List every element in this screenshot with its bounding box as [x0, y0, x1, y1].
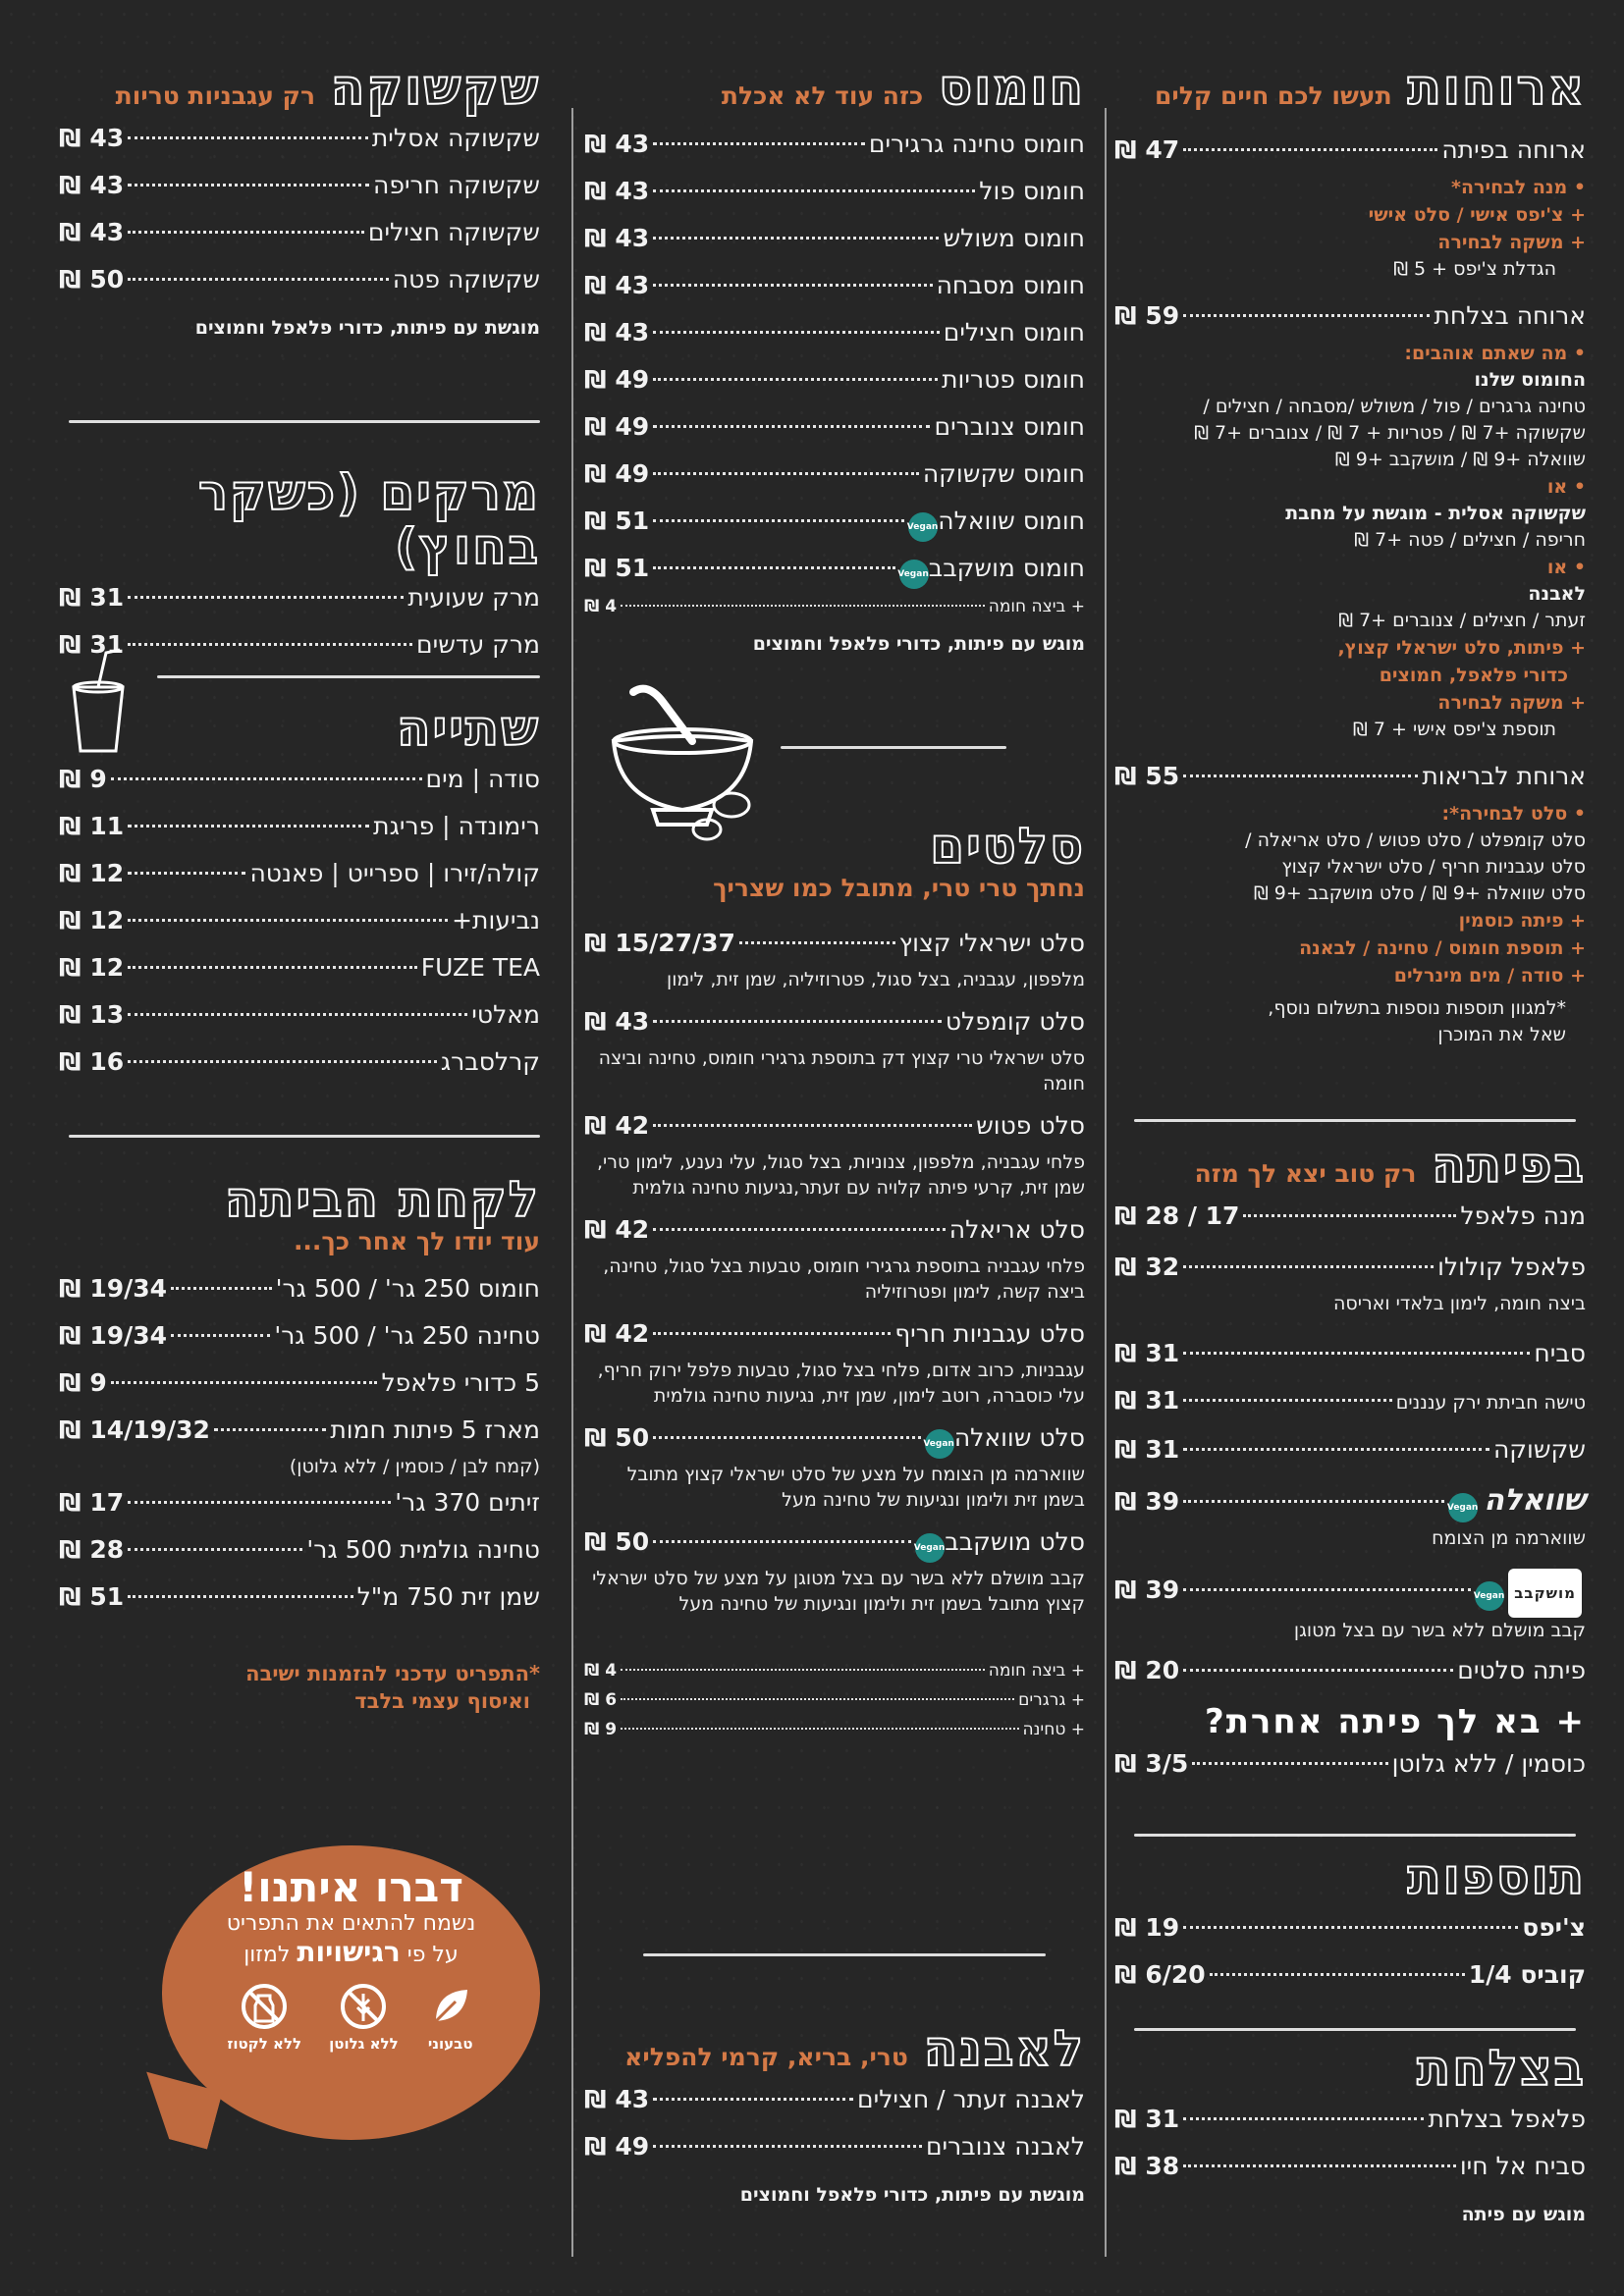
- bubble-title: דברו איתנו!: [239, 1863, 463, 1911]
- section-note: מוגש עם פיתות, כדורי פלאפל וחמוצים: [752, 633, 1085, 655]
- menu-item: + טחינה 9 ₪: [584, 1720, 1085, 1739]
- option-heading: שקשוקה אסלית - מוגשת על מחבת: [1285, 503, 1586, 524]
- section-note: מוגשת עם פיתות, כדורי פלאפל וחמוצים: [194, 317, 540, 339]
- menu-item: טחינה גולמית 500 גר' 28 ₪: [59, 1535, 540, 1564]
- menu-item: שקשוקה 31 ₪: [1114, 1435, 1586, 1464]
- menu-item: חומוס מושקבב Vegan 51 ₪: [584, 545, 1085, 592]
- section-title: חומוס: [939, 59, 1085, 116]
- section-tagline: רק טוב יצא לך מזה: [1194, 1159, 1417, 1188]
- item-description: פלחי עגבניה, מלפפון, צנוניות, בצל סגול, עלי נענע, לימון טרי, שמן זית, קרעי פיתה קלויה עם זעתר,נגיעות טחינה גולמית: [597, 1151, 1085, 1199]
- in-pita-section: [1114, 1139, 1586, 1788]
- menu-item: סלט מושקבב Vegan 50 ₪: [584, 1519, 1085, 1566]
- menu-item: נביעות+ 12 ₪: [59, 906, 540, 934]
- section-title: שקשוקה: [331, 59, 540, 116]
- item-description: עגבניות, כרוב אדום, פלחי בצל סגול, טבעות פלפל ירוק חריף, עלי כוסברה, רוטב לימון, שמן זית, נגיעות טחינה גולמית: [597, 1360, 1085, 1407]
- meal-option: • מנה לבחירה*: [1451, 177, 1586, 198]
- menu-item: שקשוקה חריפה 43 ₪: [59, 171, 540, 199]
- item-description: קבב מושלם ללא בשר עם בצל מטוגן: [1293, 1620, 1586, 1641]
- takeaway-section: [59, 1173, 540, 1715]
- menu-item: חומוס חצילים 43 ₪: [584, 318, 1085, 347]
- menu-item: פיתה סלטים 20 ₪: [1114, 1656, 1586, 1684]
- item-description: סלט ישראלי טרי קצוץ דק בתוספת גרגירי חומוס, טחינה וביצה חומה: [598, 1047, 1085, 1095]
- subsection-title: + בא לך פיתה אחרת?: [1204, 1702, 1586, 1741]
- section-title: סלטים: [930, 818, 1085, 875]
- vegan-icon: Vegan: [1475, 1581, 1504, 1611]
- divider: [781, 746, 1006, 749]
- allergy-bubble: [162, 1845, 540, 2140]
- menu-item: חומוס טחינה גרגירים 43 ₪: [584, 130, 1085, 158]
- labane-section: [584, 2022, 1085, 2210]
- vegan-icon: Vegan: [925, 1429, 954, 1459]
- section-title: מרקים (כשקר בחוץ): [197, 464, 540, 575]
- menu-item: ארוחת לבריאות 55 ₪: [1114, 762, 1586, 790]
- divider: [157, 675, 540, 678]
- menu-item: סלט אריאלה 42 ₪: [584, 1215, 1085, 1244]
- menu-item: מרק שעועית 31 ₪: [59, 583, 540, 612]
- menu-item: חומוס שוואלה Vegan 51 ₪: [584, 498, 1085, 545]
- vegan-icon: Vegan: [908, 512, 938, 542]
- section-note: מוגש עם פיתה: [1461, 2204, 1586, 2225]
- sides-section: [1114, 1850, 1586, 1999]
- menu-item: סלט עגבניות חריף 42 ₪: [584, 1319, 1085, 1348]
- menu-item: חומוס פטריות 49 ₪: [584, 365, 1085, 394]
- menu-item: סביח 31 ₪: [1114, 1339, 1586, 1367]
- soups-section: [59, 466, 540, 668]
- menu-item: חומוס משולש 43 ₪: [584, 224, 1085, 252]
- column-divider: [1105, 108, 1107, 2257]
- option-text: סלט עגבניות חריף / סלט ישראלי קצוץ: [1281, 856, 1586, 878]
- item-description: פלחי עגבניה בתוספת גרגירי חומוס, טבעות בצל סגול, טחינה, ביצה קשה, לימון ופטרוזיליה: [603, 1255, 1085, 1303]
- diet-icon-item: ללא לקטוז: [227, 1982, 301, 2053]
- menu-item: רימונדה | פריגת 11 ₪: [59, 812, 540, 840]
- menu-item: שוואלה Vegan 39 ₪: [1114, 1477, 1586, 1525]
- bubble-text: על פי רגישויות למזון: [244, 1936, 459, 1968]
- footnote: ואיסוף עצמי בלבד: [354, 1689, 530, 1713]
- middle-column: [584, 0, 1085, 2296]
- right-column: [1114, 0, 1586, 2296]
- section-title: תוספות: [1407, 1848, 1586, 1905]
- menu-item: כוסמין / ללא גלוטן 3/5 ₪: [1114, 1749, 1586, 1779]
- bubble-text: נשמח להתאים את התפריט: [226, 1911, 476, 1936]
- menu-item: קולה/זירו | ספרייט | פאנטה 12 ₪: [59, 859, 540, 887]
- menu-item: 5 כדורי פלאפל 9 ₪: [59, 1368, 540, 1397]
- vegan-icon: Vegan: [899, 560, 929, 589]
- footnote: *למגוון תוספות נוספות בתשלום נוסף,: [1268, 997, 1566, 1019]
- menu-item: סלט פטוש 42 ₪: [584, 1111, 1085, 1140]
- menu-item: + ביצה חומה 4 ₪: [584, 1661, 1085, 1681]
- menu-item: מושקבב Vegan 39 ₪: [1114, 1567, 1586, 1618]
- menu-item: שקשוקה פטה 50 ₪: [59, 265, 540, 294]
- menu-item: חומוס מסבחה 43 ₪: [584, 271, 1085, 299]
- section-title: ארוחות: [1407, 59, 1586, 116]
- menu-item: לאבנה זעתר / חצילים 43 ₪: [584, 2085, 1085, 2113]
- section-title: בפיתה: [1432, 1137, 1586, 1194]
- meal-option: • סלט לבחירה*:: [1441, 803, 1586, 825]
- menu-item: שמן זית 750 מ"ל 51 ₪: [59, 1582, 540, 1611]
- item-description: שווארמה מן הצומח על מצע של סלט ישראלי קצוץ מתובל בשמן זית ולימון ונגיעות של טחינה מעל: [626, 1464, 1085, 1511]
- menu-item: סודה | מים 9 ₪: [59, 765, 540, 793]
- menu-item: חומוס צנוברים 49 ₪: [584, 412, 1085, 441]
- menu-item: שקשוקה חצילים 43 ₪: [59, 218, 540, 246]
- meal-option: + פיתות, סלט ישראלי קצוץ,: [1337, 637, 1586, 659]
- menu-item: לאבנה צנוברים 49 ₪: [584, 2132, 1085, 2161]
- menu-item: צ'יפס 19 ₪: [1114, 1913, 1586, 1942]
- hummus-section: [584, 61, 1085, 659]
- vegan-icon: Vegan: [1448, 1493, 1478, 1522]
- diet-icon-item: ללא גלוטן: [329, 1982, 399, 2053]
- footnote: שאל את המוכרן: [1437, 1024, 1566, 1045]
- option-text: שוואלה +9 ₪ / מושקבב +9 ₪: [1334, 449, 1586, 470]
- menu-item: FUZE TEA 12 ₪: [59, 953, 540, 982]
- menu-item: סלט קומפלט 43 ₪: [584, 1007, 1085, 1036]
- divider: [1134, 1119, 1576, 1122]
- meal-option: • או: [1546, 476, 1586, 498]
- meal-option: + פיתה כוסמין: [1458, 910, 1586, 932]
- divider: [1134, 2028, 1576, 2031]
- meal-option: • או: [1546, 557, 1586, 578]
- menu-item: שקשוקה אסלית 43 ₪: [59, 124, 540, 152]
- leaf-icon: [426, 1982, 475, 2031]
- item-description: (קמח לבן / כוסמין / ללא גלוטן): [289, 1456, 540, 1477]
- option-heading: החומוס שלנו: [1474, 369, 1586, 391]
- menu-item: חומוס שקשוקה 49 ₪: [584, 459, 1085, 488]
- menu-item: פלאפל בצלחת 31 ₪: [1114, 2105, 1586, 2133]
- menu-item: טחינה 250 גר' / 500 גר' 19/34 ₪: [59, 1321, 540, 1350]
- drinks-section: [59, 702, 540, 1086]
- no-lactose-icon: [240, 1982, 289, 2031]
- menu-item: טישה חביתת ירק ענננים 31 ₪: [1114, 1386, 1586, 1415]
- menu-item: זיתים 370 גר' 17 ₪: [59, 1488, 540, 1517]
- option-text: סלט שוואלה +9 ₪ / סלט מושקבב +9 ₪: [1253, 882, 1586, 904]
- section-tagline: כזה עוד לא אכלת: [721, 81, 924, 110]
- menu-item: סלט שוואלה Vegan 50 ₪: [584, 1415, 1085, 1462]
- divider: [1134, 1834, 1576, 1837]
- menu-item: קוביס 1/4 6/20 ₪: [1114, 1960, 1586, 1989]
- menu-item: קרלסברג 16 ₪: [59, 1047, 540, 1076]
- meal-option: כדורי פלאפל, חמוצים: [1379, 665, 1568, 686]
- meals-section: [1114, 61, 1586, 1048]
- brand-logo: מושקבב: [1508, 1569, 1582, 1618]
- menu-item: מאלטי 13 ₪: [59, 1000, 540, 1029]
- footnote: *התפריט עדכני להזמנות ישיבה: [245, 1662, 540, 1685]
- meal-extra: תוספת צ'יפס אישי + 7 ₪: [1352, 719, 1556, 740]
- option-text: שקשוקה +7 ₪ / פטריות + 7 ₪ / צנוברים +7 ₪: [1194, 422, 1586, 444]
- menu-item: מארז 5 פיתות חמות 14/19/32 ₪: [59, 1415, 540, 1444]
- option-text: חריפה / חצילים / פטה +7 ₪: [1354, 529, 1586, 551]
- option-text: טחינה גרגרים / פול / משולש /מסבחה / חצילים /: [1203, 396, 1586, 417]
- option-heading: לאבנה: [1528, 583, 1586, 605]
- menu-item: מרק עדשים 31 ₪: [59, 630, 540, 659]
- section-tagline: תעשו לכם חיים קלים: [1154, 81, 1392, 110]
- menu-item: חומוס פול 43 ₪: [584, 177, 1085, 205]
- item-description: מלפפון, עגבניה, בצל סגול, פטרוזיליה, שמן זית, לימון: [667, 969, 1085, 990]
- section-title: לקחת הביתה: [224, 1171, 540, 1228]
- diet-icons: [162, 1982, 540, 2053]
- diet-icon-item: טבעוני: [426, 1982, 475, 2053]
- section-note: מוגשת עם פיתות, כדורי פלאפל וחמוצים: [739, 2184, 1085, 2206]
- divider: [69, 1135, 540, 1138]
- column-divider: [571, 108, 573, 2257]
- section-tagline: נחתך טרי טרי, מתובל כמו שצריך: [713, 874, 1085, 902]
- item-description: ביצה חומה, לימון בלאדי ואריסה: [1332, 1293, 1586, 1314]
- plate-section: [1114, 2042, 1586, 2229]
- meal-option: + משקה לבחירה: [1437, 232, 1586, 253]
- salads-section: [584, 820, 1085, 1744]
- item-description: קבב מושלם ללא בשר עם בצל מטוגן על מצע של סלט ישראלי קצוץ מתובל בשמן זית ולימון ונגיעות של טחינה מעל: [592, 1568, 1085, 1615]
- shakshuka-section: [59, 61, 540, 343]
- meal-option: + תוספת חומוס / טחינה / לבאנה: [1299, 937, 1586, 959]
- option-text: זעתר / חצילים / צנוברים +7 ₪: [1338, 610, 1586, 631]
- menu-item: פלאפל קולולו 32 ₪: [1114, 1253, 1586, 1281]
- divider: [69, 420, 540, 423]
- meal-option: + צ'יפס אישי / סלט אישי: [1368, 204, 1586, 226]
- section-title: לאבנה: [923, 2020, 1085, 2077]
- section-title: בצלחת: [1417, 2040, 1586, 2097]
- menu-item: + ביצה חומה 4 ₪: [584, 597, 1085, 616]
- meal-extra: הגדלת צ'יפס + 5 ₪: [1393, 258, 1556, 280]
- no-gluten-icon: [339, 1982, 388, 2031]
- meal-option: + משקה לבחירה: [1437, 692, 1586, 714]
- menu-item: חומוס 250 גר' / 500 גר' 19/34 ₪: [59, 1274, 540, 1303]
- meal-option: + סודה / מים מינרלים: [1393, 965, 1586, 987]
- menu-item: ארוחה בצלחת 59 ₪: [1114, 301, 1586, 330]
- section-tagline: עוד יודו לך אחר כך...: [293, 1227, 540, 1255]
- item-description: שווארמה מן הצומח: [1432, 1527, 1586, 1549]
- vegan-icon: Vegan: [915, 1533, 945, 1563]
- menu-item: מנה פלאפל 17 / 28 ₪: [1114, 1201, 1586, 1230]
- menu-item: סלט ישראלי קצוץ 15/27/37 ₪: [584, 929, 1085, 957]
- menu-item: + גרגרים 6 ₪: [584, 1690, 1085, 1710]
- section-title: שתייה: [397, 700, 540, 757]
- section-tagline: טרי, בריא, קרמי להפליא: [624, 2043, 908, 2071]
- section-tagline: רק עגבניות טריות: [115, 81, 316, 110]
- option-text: סלט קומפלט / סלט פטוש / סלט אריאלה /: [1245, 829, 1586, 851]
- divider: [643, 1953, 1046, 1956]
- menu-item: ארוחה בפיתה 47 ₪: [1114, 135, 1586, 164]
- meal-option: • מה שאתם אוהבים:: [1404, 343, 1586, 364]
- menu-item: סביח אל חיו 38 ₪: [1114, 2152, 1586, 2180]
